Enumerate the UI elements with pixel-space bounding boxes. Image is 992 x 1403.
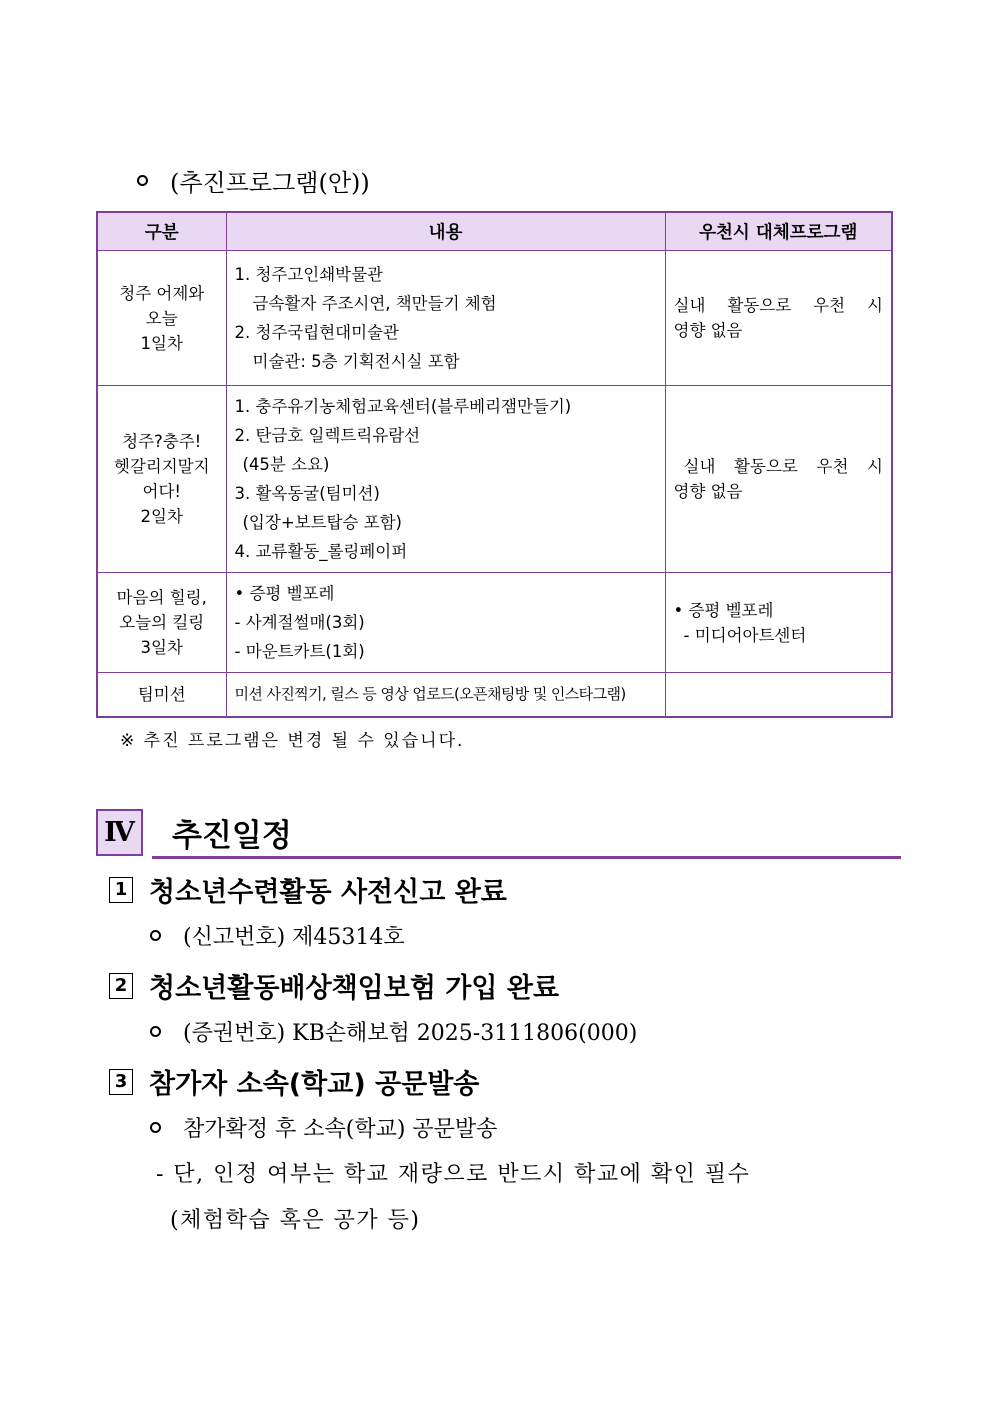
item-title: 청소년활동배상책임보험 가입 완료 — [149, 973, 560, 1004]
header-content: 내용 — [226, 212, 665, 251]
row3-alternative: • 증평 벨포레 - 미디어아트센터 — [665, 573, 892, 673]
schedule-item-3 — [109, 1062, 479, 1101]
table-row — [97, 573, 892, 673]
header-alternative: 우천시 대체프로그램 — [665, 212, 892, 251]
row3-content: • 증평 벨포레 - 사계절썰매(3회) - 마운트카트(1회) — [226, 573, 665, 673]
row1-content: 1. 청주고인쇄박물관 금속활자 주조시연, 책만들기 체험 2. 청주국립현대미술관 미술관: 5층 기획전시실 포함 — [226, 251, 665, 386]
table-row — [97, 251, 892, 386]
schedule-item-3-detail: 참가확정 후 소속(학교) 공문발송 — [150, 1112, 497, 1143]
header-category: 구분 — [97, 212, 226, 251]
item-title: 청소년수련활동 사전신고 완료 — [149, 877, 507, 908]
table-header-row — [97, 212, 892, 251]
table-row — [97, 673, 892, 717]
row1-alternative: 실내 활동으로 우천 시 영향 없음 — [665, 251, 892, 386]
row2-category: 청주?충주! 헷갈리지말지 어다! 2일차 — [97, 386, 226, 573]
section-title: 추진일정 — [172, 818, 292, 854]
schedule-item-1-detail: (신고번호) 제45314호 — [150, 920, 405, 951]
row1-category: 청주 어제와 오늘 1일차 — [97, 251, 226, 386]
row4-content: 미션 사진찍기, 릴스 등 영상 업로드(오픈채팅방 및 인스타그램) — [226, 673, 665, 717]
row2-alternative: 실내 활동으로 우천 시 영향 없음 — [665, 386, 892, 573]
section-underline — [152, 856, 901, 859]
program-table — [96, 211, 893, 718]
schedule-item-2 — [109, 966, 559, 1005]
schedule-item-1 — [109, 870, 507, 909]
row4-category: 팀미션 — [97, 673, 226, 717]
item-title: 참가자 소속(학교) 공문발송 — [149, 1069, 480, 1100]
section-number-box: Ⅳ — [96, 809, 143, 856]
row2-content: 1. 충주유기농체험교육센터(블루베리잼만들기) 2. 탄금호 일렉트릭유람선 (45분 소요) 3. 활옥동굴(팀미션) (입장+보트탑승 포함) 4. 교류활동_롤링페이퍼 — [226, 386, 665, 573]
change-note: ※ 추진 프로그램은 변경 될 수 있습니다. — [120, 731, 465, 751]
circle-bullet-icon — [150, 1122, 161, 1133]
circle-bullet-icon — [150, 1026, 161, 1037]
remark-line-1: - 단, 인정 여부는 학교 재량으로 반드시 학교에 확인 필수 — [156, 1162, 751, 1187]
item-number-box: 3 — [109, 1069, 133, 1095]
remark-line-2: (체험학습 혹은 공가 등) — [170, 1208, 421, 1233]
schedule-item-2-detail: (증권번호) KB손해보험 2025-3111806(000) — [150, 1016, 637, 1047]
item-number-box: 1 — [109, 877, 133, 903]
program-heading — [137, 163, 370, 198]
table-row — [97, 386, 892, 573]
circle-bullet-icon — [137, 175, 148, 186]
item-number-box: 2 — [109, 973, 133, 999]
row3-category: 마음의 힐링, 오늘의 킬링 3일차 — [97, 573, 226, 673]
row4-alternative — [665, 673, 892, 717]
program-heading-text: (추진프로그램(안)) — [170, 169, 370, 197]
circle-bullet-icon — [150, 930, 161, 941]
